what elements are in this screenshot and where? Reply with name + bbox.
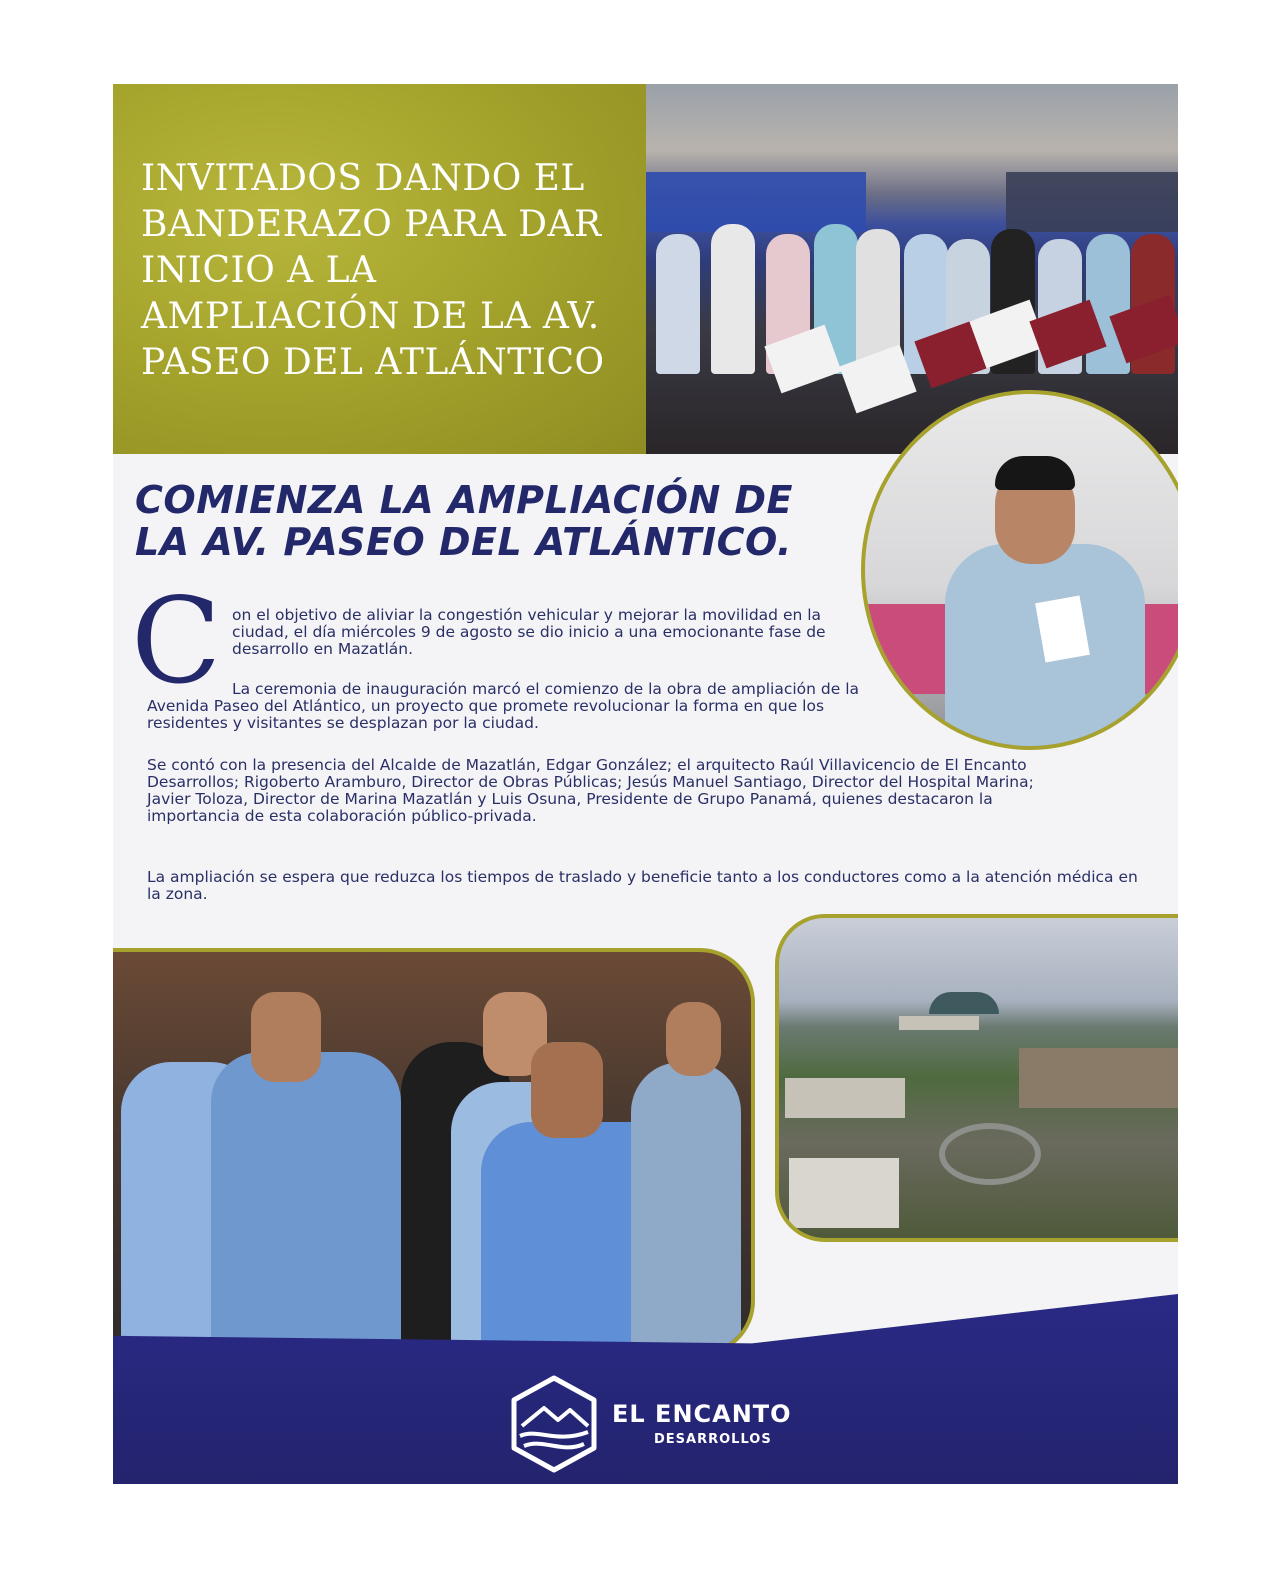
headline-line-1: COMIENZA LA AMPLIACIÓN DE (135, 478, 793, 522)
article-headline (135, 479, 855, 563)
ceremony-photo (646, 84, 1178, 454)
speaker-photo (861, 390, 1178, 750)
photo-person (631, 1062, 741, 1352)
logo-mountain-icon (508, 1374, 600, 1474)
magazine-page (113, 84, 1178, 1484)
logo-subtitle: DESARROLLOS (654, 1432, 772, 1447)
photo-building (785, 1078, 905, 1118)
photo-face (666, 1002, 721, 1076)
paragraph-2 (147, 681, 907, 732)
photo-hill (929, 992, 999, 1014)
aerial-photo (775, 914, 1178, 1242)
photo-backdrop (646, 172, 866, 232)
panel-title: INVITADOS DANDO EL BANDERAZO PARA DAR INICIO A LA AMPLIACIÓN DE LA AV. PASEO DEL ATLÁNTICO (141, 158, 605, 383)
photo-face (531, 1042, 603, 1138)
paragraph-1: on el objetivo de aliviar la congestión vehicular y mejorar la movilidad en la ciudad, el día miércoles 9 de agosto se dio inicio a una emocionante fase de desarrollo en Mazatlán. (232, 606, 826, 658)
photo-building (789, 1158, 899, 1228)
paragraph-3: Se contó con la presencia del Alcalde de Mazatlán, Edgar González; el arquitecto Raúl Villavicencio de El Encanto Desarrollos; Rigoberto Aramburo, Director de Obras Públicas; Jesús Manuel Santiago, Director del Hospital Marina; Javier Toloza, Director de Marina Mazatlán y Luis Osuna, Presidente de Grupo Panamá, quienes destacaron la importancia de esta colaboración público-privada. (147, 756, 1034, 825)
headline-line-2: LA AV. PASEO DEL ATLÁNTICO. (135, 520, 792, 564)
paragraph-2-text: La ceremonia de inauguración marcó el comienzo de la obra de ampliación de la Avenida Paseo del Atlántico, un proyecto que promete revolucionar la forma en que los residentes y visitantes se desplazan por la ciudad. (147, 680, 859, 732)
photo-building (899, 1016, 979, 1030)
photo-face (251, 992, 321, 1082)
logo-name: EL ENCANTO (612, 1400, 792, 1428)
title-panel (113, 84, 646, 454)
photo-field (1019, 1048, 1178, 1108)
photo-roundabout (939, 1123, 1041, 1185)
photo-person (656, 234, 700, 374)
photo-backdrop (1006, 172, 1178, 232)
photo-speaker-hair (995, 456, 1075, 490)
photo-person (711, 224, 755, 374)
photo-person (211, 1052, 401, 1352)
el-encanto-logo (508, 1374, 808, 1474)
drop-cap: C (131, 572, 222, 710)
officials-photo (113, 948, 755, 1356)
paragraph-4: La ampliación se espera que reduzca los tiempos de traslado y beneficie tanto a los conductores como a la atención médica en la zona. (147, 868, 1138, 903)
